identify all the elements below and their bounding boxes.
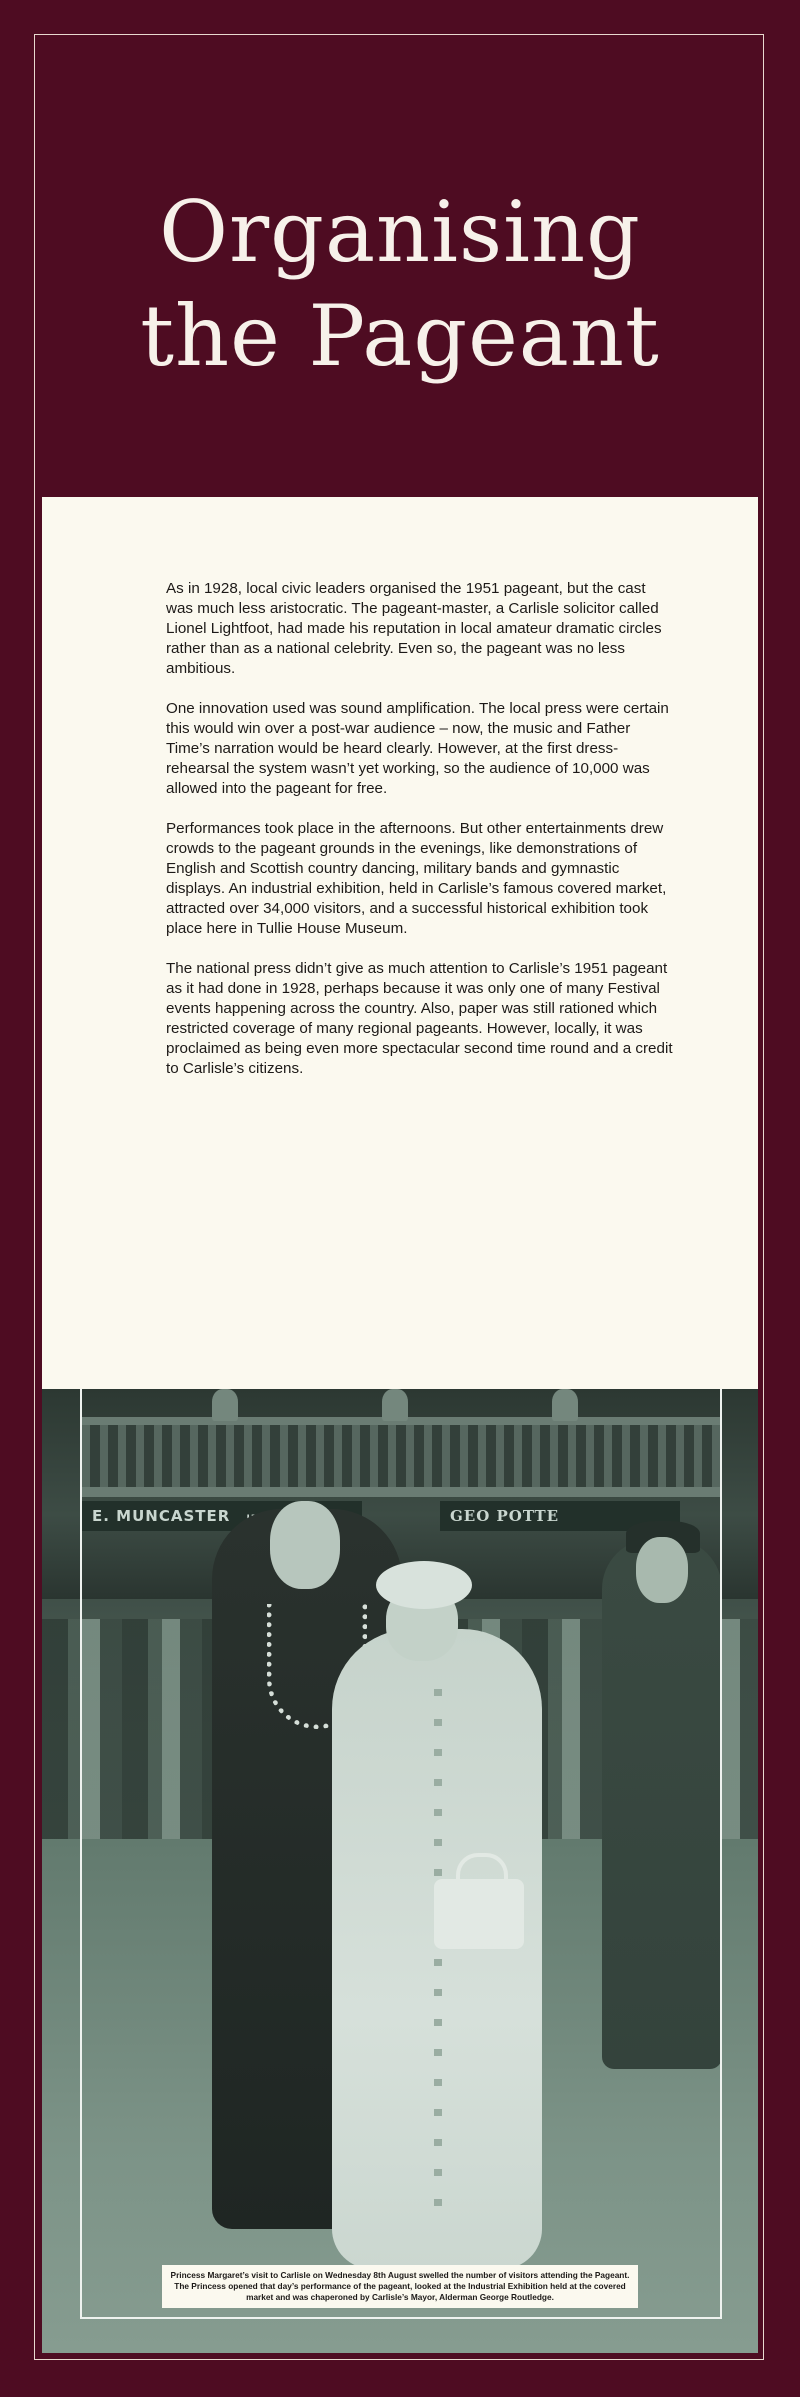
sign-text: E. MUNCASTER bbox=[92, 1507, 231, 1525]
photo-caption: Princess Margaret’s visit to Carlisle on Wednesday 8th August swelled the number of visitors attending the Pageant. The Princess opened that day’s performance of the pageant, looked at the Industrial Exhibition held at the covered market and was chaperoned by Carlisle’s Mayor, Alderman George Routledge. bbox=[162, 2265, 638, 2308]
paragraph: Performances took place in the afternoons. But other entertainments drew crowds to the pageant grounds in the evenings, like demonstrations of English and Scottish country dancing, military bands and gymnastic displays. An industrial exhibition, held in Carlisle’s famous covered market, attracted over 34,000 visitors, and a successful historical exhibition took place here in Tullie House Museum. bbox=[166, 820, 667, 937]
photo-inner-frame bbox=[80, 1389, 722, 2319]
title-line-1: Organising bbox=[159, 183, 641, 281]
paragraph: One innovation used was sound amplification. The local press were certain this would win over a post-war audience – now, the music and Father Time’s narration would be heard clearly. However, at the first dress-rehearsal the system wasn’t yet working, so the audience of 10,000 was allowed into the pageant for free. bbox=[166, 700, 669, 797]
body-text bbox=[166, 579, 676, 1099]
paragraph: As in 1928, local civic leaders organised the 1951 pageant, but the cast was much less aristocratic. The pageant-master, a Carlisle solicitor called Lionel Lightfoot, had made his reputation in local amateur dramatic circles rather than as a national celebrity. Even so, the pageant was no less ambitious. bbox=[166, 580, 662, 677]
sign-text: GEO POTTE bbox=[450, 1507, 560, 1525]
title-line-2: the Pageant bbox=[140, 287, 660, 385]
historical-photo bbox=[42, 1389, 758, 2353]
text-panel bbox=[42, 497, 758, 1389]
page-title bbox=[0, 180, 800, 388]
paragraph: The national press didn’t give as much attention to Carlisle’s 1951 pageant as it had done in 1928, perhaps because it was only one of many Festival events happening across the country. Also, paper was still rationed which restricted coverage of many regional pageants. However, locally, it was proclaimed as being even more spectacular second time round and a credit to Carlisle’s citizens. bbox=[166, 960, 673, 1077]
